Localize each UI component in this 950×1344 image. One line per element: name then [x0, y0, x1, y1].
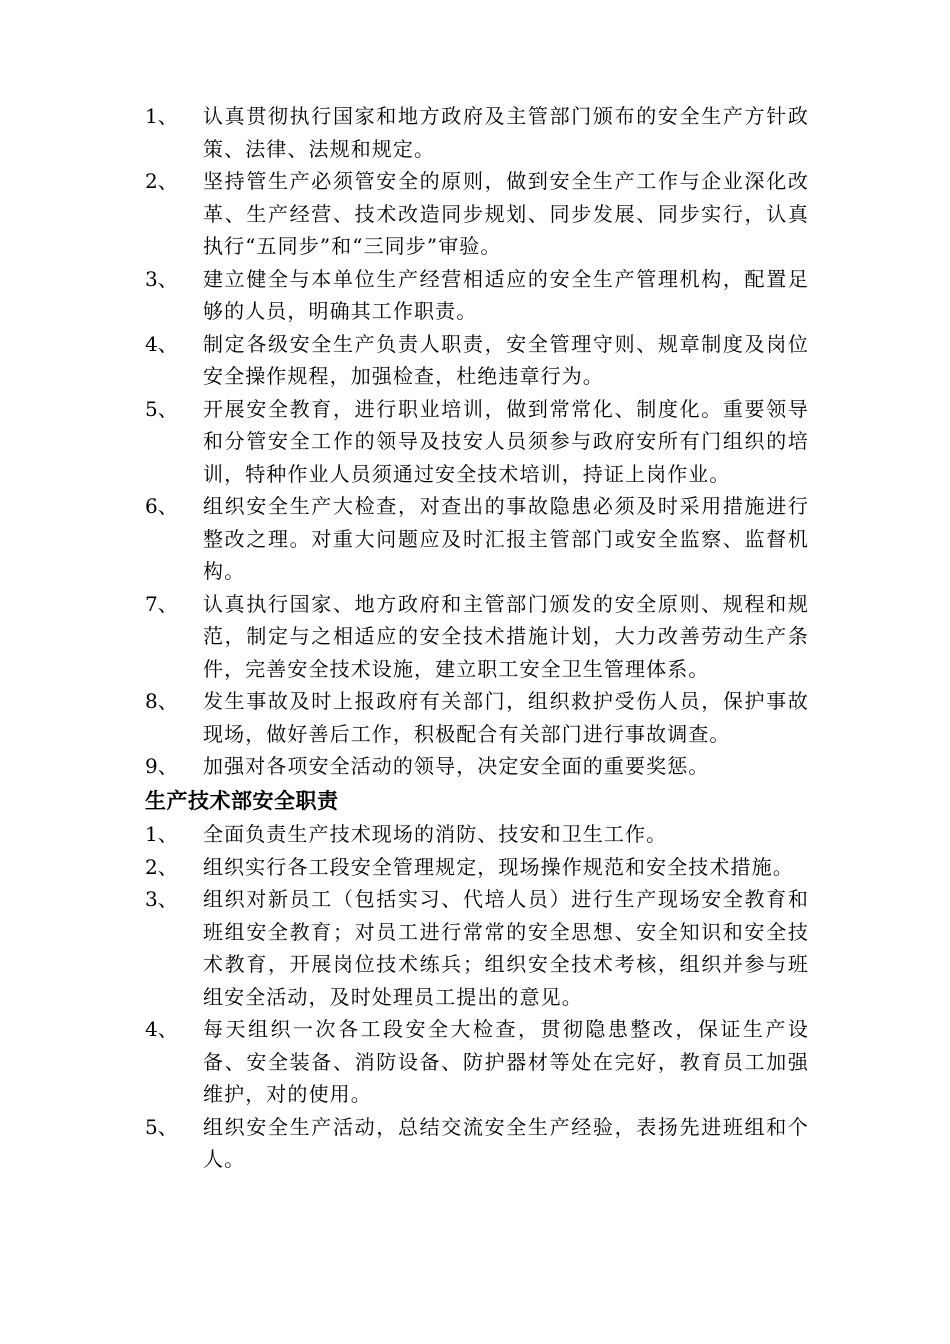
item-number: 6、 — [145, 494, 178, 518]
list-item — [0, 1013, 950, 1111]
item-number: 3、 — [145, 266, 178, 291]
item-text: 坚持管生产必须管安全的原则，做到安全生产工作与企业深化改革、生产经营、技术改造同步规划、同步发展、同步实行，认真执行“五同步”和“三同步”审验。 — [203, 169, 809, 258]
list-item — [0, 851, 950, 884]
list-item — [0, 750, 950, 783]
list-item — [0, 1111, 950, 1176]
item-number: 1、 — [145, 822, 178, 846]
item-text: 开展安全教育，进行职业培训，做到常常化、制度化。重要领导和分管安全工作的领导及技安人员须参与政府安所有门组织的培训，特种作业人员须通过安全技术培训，持证上岗作业。 — [203, 396, 809, 486]
list-item — [0, 490, 950, 588]
list-item — [0, 818, 950, 851]
item-number: 8、 — [145, 689, 178, 713]
item-text: 认真贯彻执行国家和地方政府及主管部门颁布的安全生产方针政策、法律、法规和规定。 — [203, 104, 809, 161]
responsibility-list-1 — [0, 100, 950, 783]
item-text: 每天组织一次各工段安全大检查，贯彻隐患整改，保证生产设备、安全装备、消防设备、防护器材等处在完好，教育员工加强维护，对的使用。 — [203, 1017, 809, 1106]
item-number: 2、 — [145, 854, 178, 879]
item-text: 建立健全与本单位生产经营相适应的安全生产管理机构，配置足够的人员，明确其工作职责。 — [203, 266, 809, 323]
item-number: 7、 — [145, 591, 178, 616]
item-text: 制定各级安全生产负责人职责，安全管理守则、规章制度及岗位安全操作规程，加强检查，杜绝违章行为。 — [203, 331, 809, 388]
item-number: 4、 — [145, 331, 178, 356]
item-number: 2、 — [145, 169, 178, 193]
item-number: 3、 — [145, 887, 178, 911]
list-item — [0, 263, 950, 328]
item-number: 5、 — [145, 1114, 178, 1139]
item-text: 组织安全生产活动，总结交流安全生产经验，表扬先进班组和个人。 — [203, 1114, 809, 1171]
item-text: 发生事故及时上报政府有关部门，组织救护受伤人员，保护事故现场，做好善后工作，积极配合有关部门进行事故调查。 — [203, 689, 809, 746]
item-text: 加强对各项安全活动的领导，决定安全面的重要奖惩。 — [203, 754, 710, 778]
production-tech-dept-section — [0, 784, 950, 1176]
item-text: 组织对新员工（包括实习、代培人员）进行生产现场安全教育和班组安全教育；对员工进行常常的安全思想、安全知识和安全技术教育，开展岗位技术练兵；组织安全技术考核，组织并参与班组安全活动，及时处理员工提出的意见。 — [203, 887, 809, 1009]
list-item — [0, 685, 950, 750]
list-item — [0, 393, 950, 491]
list-item — [0, 883, 950, 1013]
item-number: 4、 — [145, 1017, 178, 1041]
item-number: 1、 — [145, 104, 178, 128]
item-number: 9、 — [145, 754, 178, 778]
item-text: 组织实行各工段安全管理规定，现场操作规范和安全技术措施。 — [203, 854, 794, 879]
section-heading: 生产技术部安全职责 — [145, 789, 339, 813]
item-number: 5、 — [145, 396, 178, 421]
item-text: 认真执行国家、地方政府和主管部门颁发的安全原则、规程和规范，制定与之相适应的安全技术措施计划，大力改善劳动生产条件，完善安全技术设施，建立职工安全卫生管理体系。 — [203, 591, 809, 681]
list-item — [0, 100, 950, 165]
item-text: 全面负责生产技术现场的消防、技安和卫生工作。 — [203, 822, 668, 846]
list-item — [0, 328, 950, 393]
item-text: 组织安全生产大检查，对查出的事故隐患必须及时采用措施进行整改之理。对重大问题应及时汇报主管部门或安全监察、监督机构。 — [203, 494, 809, 583]
list-item — [0, 588, 950, 686]
list-item — [0, 165, 950, 263]
